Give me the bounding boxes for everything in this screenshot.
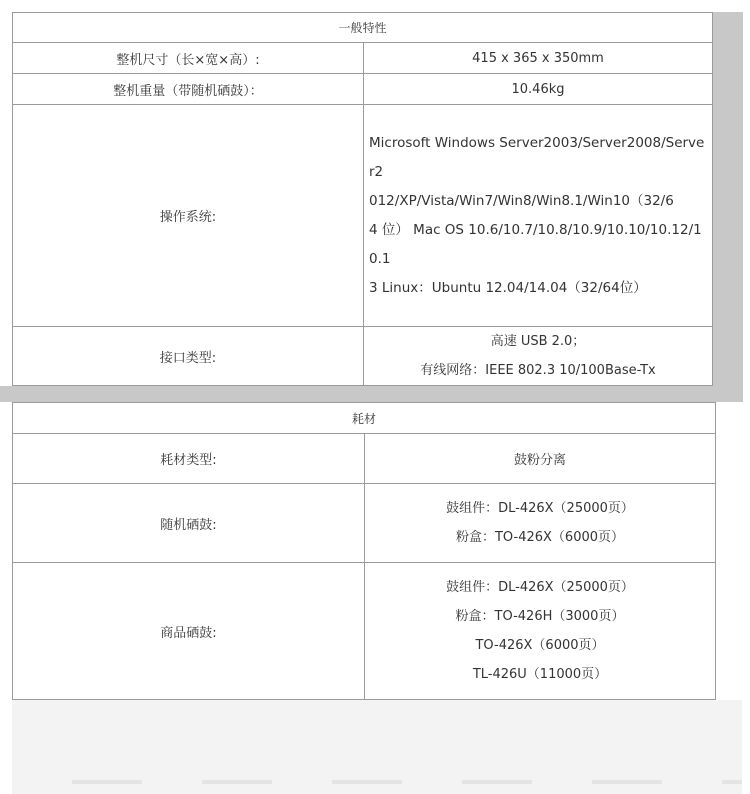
table-row	[13, 434, 716, 484]
interface-line: 有线网络：IEEE 802.3 10/100Base-Tx	[420, 363, 656, 378]
grey-divider-band	[0, 386, 743, 402]
product-line: TO-426X（6000页）	[475, 638, 605, 653]
table-row	[13, 43, 713, 74]
consumable-type-label: 耗材类型:	[13, 434, 365, 484]
os-line: Microsoft Windows Server2003/Server2008/Server2	[369, 134, 705, 180]
table-row	[13, 327, 713, 386]
weight-value: 10.46kg	[364, 74, 713, 105]
table-row	[13, 484, 716, 563]
os-label: 操作系统:	[13, 105, 364, 327]
bundled-line: 鼓组件：DL-426X（25000页）	[446, 501, 634, 516]
interface-line: 高速 USB 2.0；	[490, 334, 586, 349]
general-specs-table	[12, 12, 713, 386]
weight-label: 整机重量（带随机硒鼓）：	[13, 74, 364, 105]
table-row	[13, 74, 713, 105]
product-drum-value	[365, 563, 716, 700]
consumable-type-value: 鼓粉分离	[365, 434, 716, 484]
grey-side-panel	[712, 12, 743, 400]
product-line: 鼓组件：DL-426X（25000页）	[446, 580, 634, 595]
bundled-drum-value	[365, 484, 716, 563]
general-section-title: 一般特性	[13, 13, 713, 43]
table-row	[13, 563, 716, 700]
interface-value	[364, 327, 713, 386]
product-line: 粉盒：TO-426H（3000页）	[455, 609, 625, 624]
table-row	[13, 105, 713, 327]
os-line: 3 Linux：Ubuntu 12.04/14.04（32/64位）	[369, 279, 647, 296]
consumables-table	[12, 402, 716, 700]
dimensions-label: 整机尺寸（长×宽×高）:	[13, 43, 364, 74]
product-drum-label: 商品硒鼓:	[13, 563, 365, 700]
consumables-section-title: 耗材	[13, 403, 716, 434]
footer-decoration	[12, 780, 742, 784]
interface-label: 接口类型:	[13, 327, 364, 386]
os-value	[364, 105, 713, 327]
product-line: TL-426U（11000页）	[472, 667, 608, 682]
bundled-drum-label: 随机硒鼓:	[13, 484, 365, 563]
dimensions-value: 415 x 365 x 350mm	[364, 43, 713, 74]
os-line: 012/XP/Vista/Win7/Win8/Win8.1/Win10（32/6	[369, 192, 674, 209]
os-line: 4 位） Mac OS 10.6/10.7/10.8/10.9/10.10/10.12/10.1	[369, 221, 702, 267]
bundled-line: 粉盒：TO-426X（6000页）	[455, 530, 625, 545]
